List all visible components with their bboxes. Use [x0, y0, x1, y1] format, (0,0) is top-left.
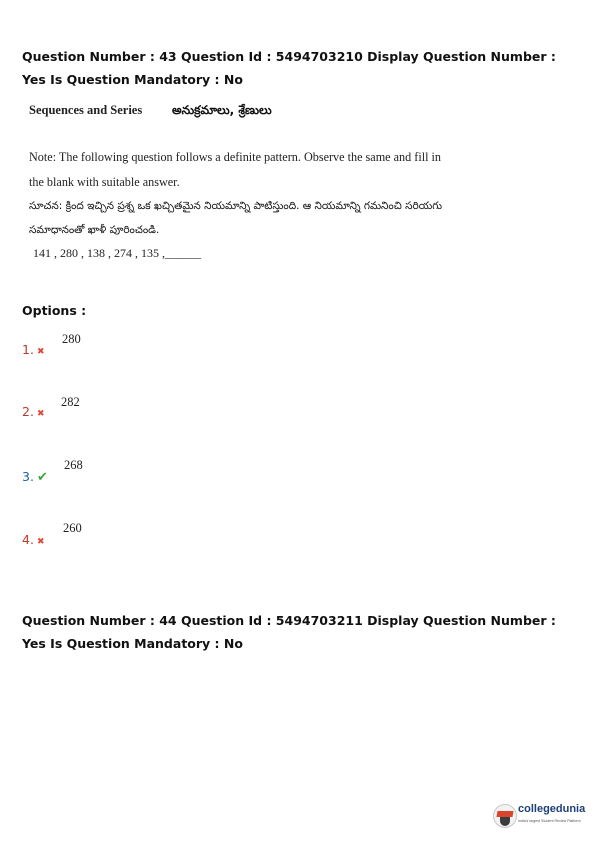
logo-tagline: India's largest Student Review Platform — [518, 819, 581, 823]
options-label: Options : — [22, 303, 87, 318]
collegedunia-logo — [493, 802, 593, 832]
option-3-number[interactable] — [22, 469, 48, 485]
cross-icon: ✖ — [36, 537, 45, 547]
option-4-value: 260 — [63, 521, 82, 535]
check-icon: ✔ — [36, 470, 48, 485]
note-telugu: సూచన: క్రింద ఇచ్చిన ప్రశ్న ఒక ఖచ్చితమైన నియమాన్ని పాటిస్తుంది. ఆ నియమాన్ని గమనించి సరియగు సమాధానంతో ఖాళీ పూరించండి. — [29, 200, 442, 236]
note-english: Note: The following question follows a definite pattern. Observe the same and fill in the blank with suitable answer. — [29, 150, 442, 189]
cross-icon: ✖ — [36, 347, 45, 357]
logo-wordmark: collegedunia — [518, 803, 586, 815]
question-43-header: Question Number : 43 Question Id : 5494703210 Display Question Number : Yes Is Question Mandatory : No — [22, 49, 556, 87]
question-44-header: Question Number : 44 Question Id : 5494703211 Display Question Number : Yes Is Question Mandatory : No — [22, 613, 556, 651]
number-sequence: 141 , 280 , 138 , 274 , 135 ,______ — [33, 246, 201, 260]
cross-icon: ✖ — [36, 409, 45, 419]
topic-telugu: అనుక్రమాలు, శ్రేణులు — [172, 103, 272, 117]
option-number-label: 1. — [22, 342, 34, 357]
option-number-label: 4. — [22, 532, 34, 547]
option-4-number[interactable] — [22, 532, 44, 547]
option-3-value: 268 — [64, 458, 83, 472]
option-number-label: 3. — [22, 469, 34, 484]
option-2-value: 282 — [61, 395, 80, 409]
option-1-number[interactable] — [22, 342, 44, 357]
option-1-value: 280 — [62, 332, 81, 346]
graduate-icon — [493, 804, 517, 828]
topic-english: Sequences and Series — [29, 103, 143, 117]
option-number-label: 2. — [22, 404, 34, 419]
face-icon — [500, 817, 510, 826]
option-2-number[interactable] — [22, 404, 44, 419]
